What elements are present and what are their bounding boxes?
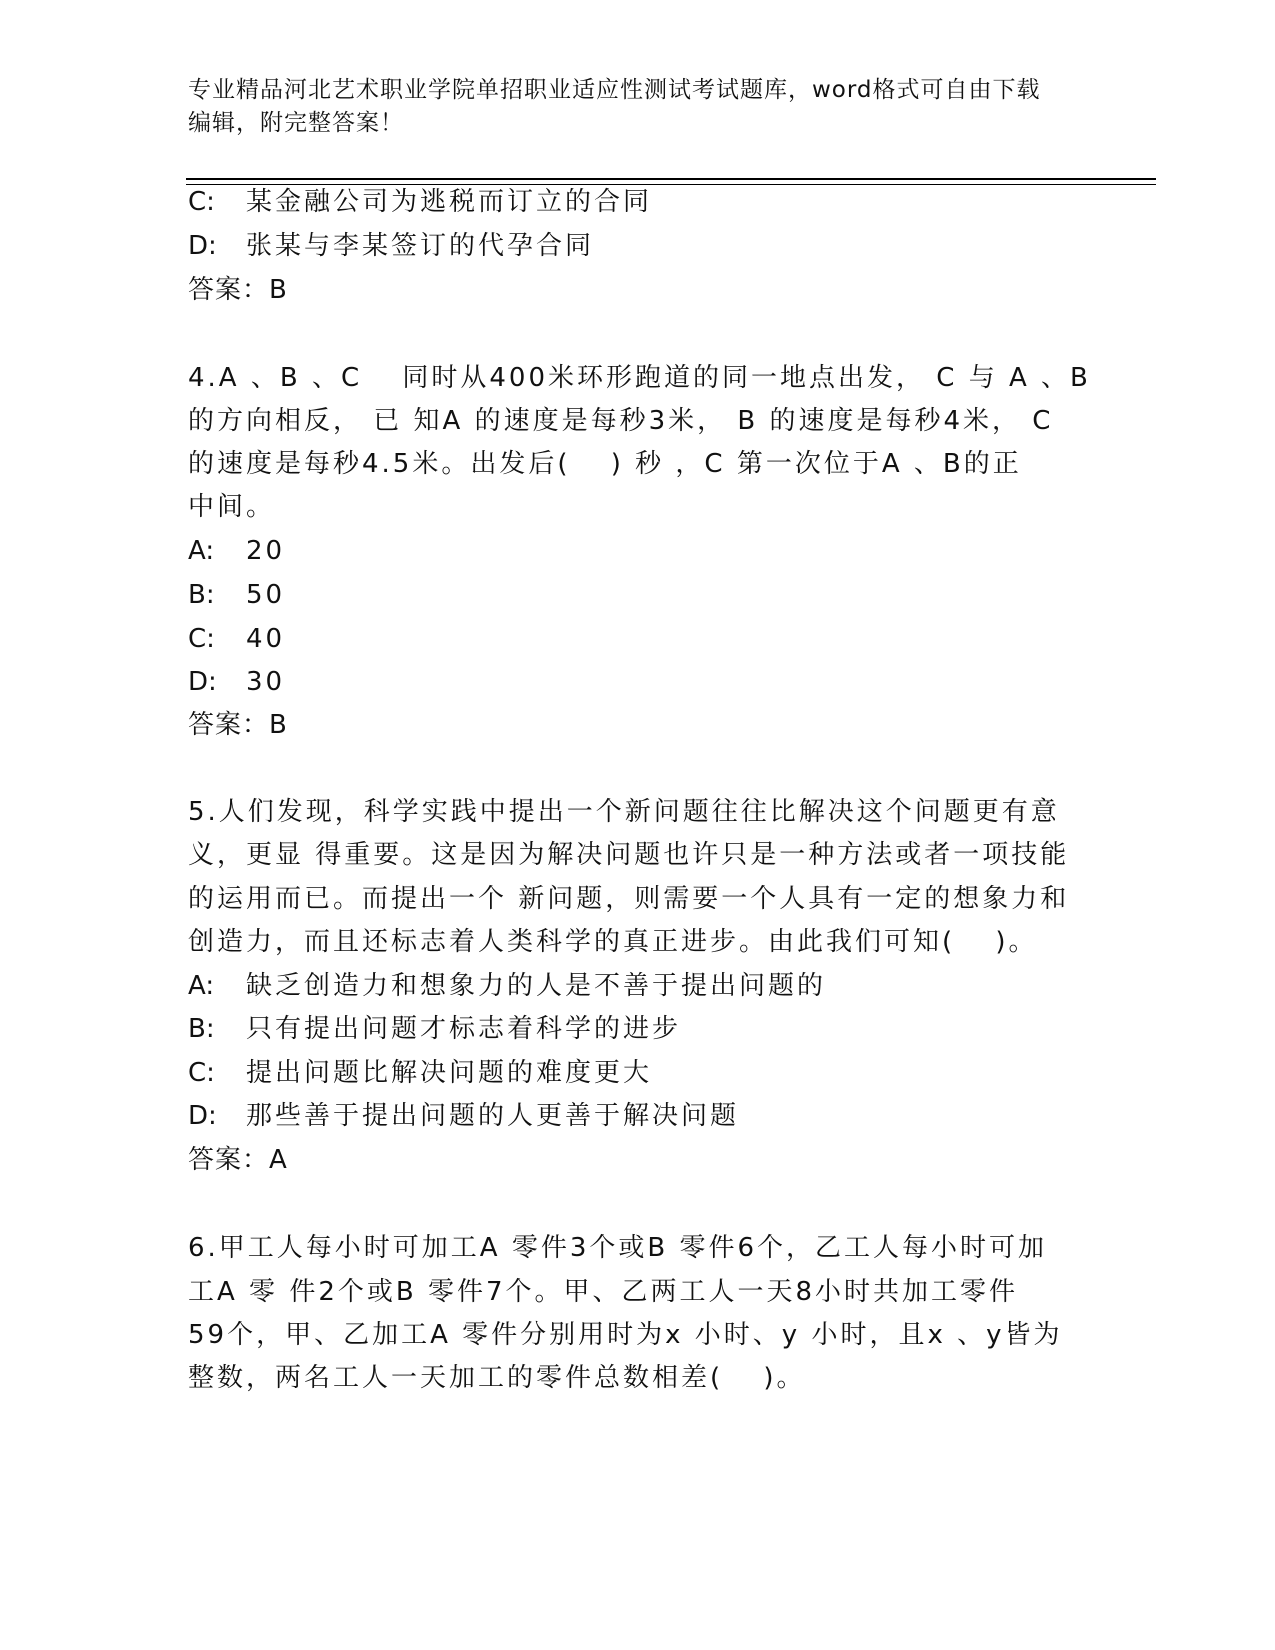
option-text: 张某与李某签订的代孕合同 [246,231,595,261]
q5-option-d [188,1100,739,1132]
q5-option-a [188,970,826,1002]
option-letter: D: [188,1101,217,1131]
header-line-2: 编辑，附完整答案！ [188,110,404,136]
q6-stem-line-3: 59个，甲、乙加工A 零件分别用时为x 小时、y 小时，且x 、y皆为 [188,1320,1063,1350]
q4-stem-line-3: 的速度是每秒4.5米。出发后( ) 秒 ，C 第一次位于A 、B的正 [188,449,1022,479]
q5-stem-line-4: 创造力，而且还标志着人类科学的真正进步。由此我们可知( )。 [188,927,1038,957]
q3-answer: 答案：B [188,275,288,305]
q6-stem-line-1: 6.甲工人每小时可加工A 零件3个或B 零件6个，乙工人每小时可加 [188,1233,1048,1263]
option-letter: B: [188,580,215,610]
page-header [188,74,1088,140]
q4-option-b [188,579,285,611]
q4-stem-line-4: 中间。 [188,492,276,522]
option-letter: D: [188,667,217,697]
q5-stem-line-3: 的运用而已。而提出一个 新问题，则需要一个人具有一定的想象力和 [188,884,1070,914]
q4-option-d [188,666,285,698]
option-text: 缺乏创造力和想象力的人是不善于提出问题的 [246,971,827,1001]
option-text: 20 [246,536,286,566]
option-letter: C: [188,1058,215,1088]
option-letter: A: [188,536,215,566]
q4-option-a [188,535,285,567]
q5-option-b [188,1013,681,1045]
q4-stem-line-2: 的方向相反， 已 知A 的速度是每秒3米， B 的速度是每秒4米， C [188,406,1054,436]
q4-stem-line-1: 4.A 、B 、C 同时从400米环形跑道的同一地点出发， C 与 A 、B [188,363,1091,393]
option-text: 那些善于提出问题的人更善于解决问题 [246,1101,740,1131]
q5-stem-line-2: 义，更显 得重要。这是因为解决问题也许只是一种方法或者一项技能 [188,840,1070,870]
q3-option-c [188,186,652,218]
option-text: 只有提出问题才标志着科学的进步 [246,1014,682,1044]
header-divider-thick [186,178,1156,180]
option-letter: C: [188,624,215,654]
q6-stem-line-4: 整数，两名工人一天加工的零件总数相差( )。 [188,1363,806,1393]
q4-option-c [188,623,285,655]
header-divider-thin [186,184,1156,185]
q6-stem-line-2: 工A 零 件2个或B 零件7个。甲、乙两工人一天8小时共加工零件 [188,1277,1019,1307]
option-letter: A: [188,971,215,1001]
option-text: 30 [246,667,286,697]
option-text: 某金融公司为逃税而订立的合同 [246,187,653,217]
q5-stem-line-1: 5.人们发现，科学实践中提出一个新问题往往比解决这个问题更有意 [188,797,1060,827]
q5-answer: 答案：A [188,1145,288,1175]
option-text: 50 [246,580,286,610]
option-letter: C: [188,187,215,217]
option-letter: D: [188,231,217,261]
option-text: 40 [246,624,286,654]
q5-option-c [188,1057,652,1089]
option-text: 提出问题比解决问题的难度更大 [246,1058,653,1088]
header-line-1: 专业精品河北艺术职业学院单招职业适应性测试考试题库，word格式可自由下载 [188,77,1041,103]
q4-answer: 答案：B [188,710,288,740]
option-letter: B: [188,1014,215,1044]
q3-option-d [188,230,594,262]
